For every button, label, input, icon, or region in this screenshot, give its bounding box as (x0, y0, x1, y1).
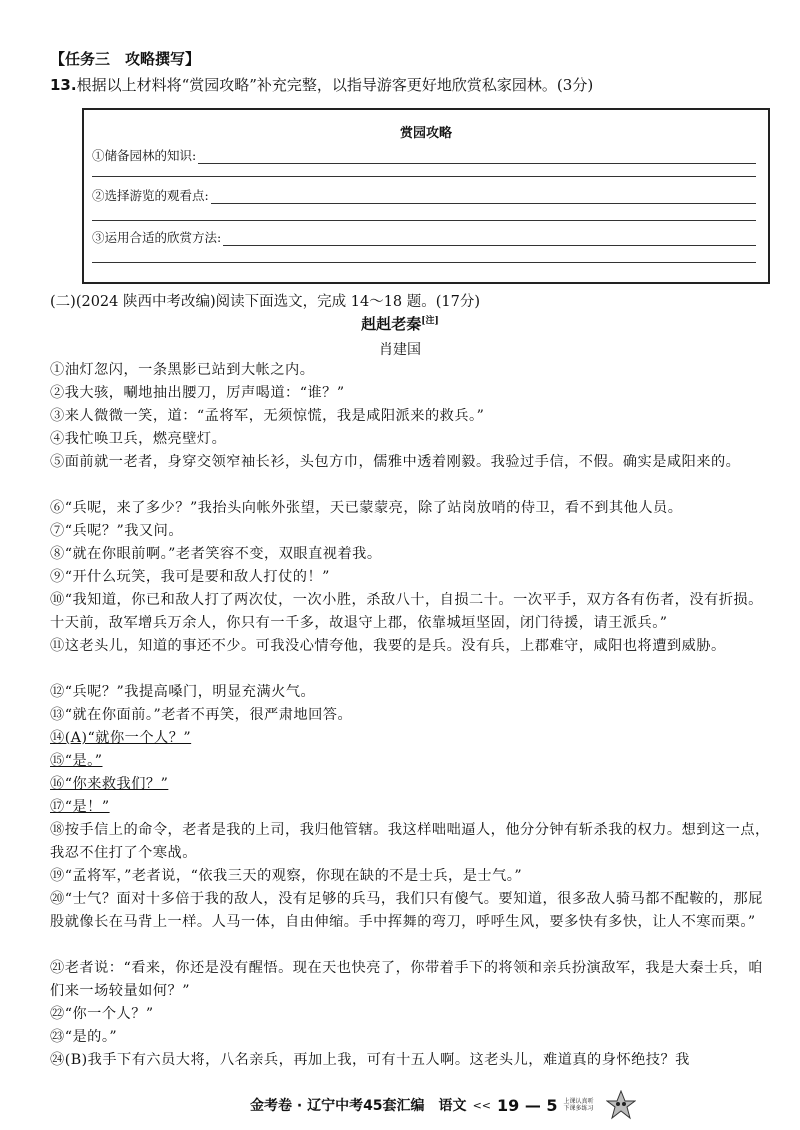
paragraph: ⑪这老头儿，知道的事还不少。可我没心情夸他，我要的是兵。没有兵，上郡难守，咸阳也将遭到威胁。 (50, 638, 726, 654)
paragraph-underlined: ⑰“是！” (50, 799, 110, 815)
article-title (0, 313, 800, 334)
footer-series: 金考卷 · 辽宁中考45套汇编 语文 (250, 1098, 467, 1114)
article-title-text: 赳赳老秦 (361, 315, 422, 333)
paragraph-underlined-a: ⑭(A)“就你一个人？” (50, 730, 192, 746)
answer-line[interactable] (211, 191, 756, 204)
question-13 (50, 74, 593, 95)
paragraph: ④我忙唤卫兵，燃亮壁灯。 (50, 431, 227, 447)
guide-item-label: ③运用合适的欣赏方法: (92, 230, 222, 245)
paragraph: ⑬“就在你面前。”老者不再笑，很严肃地回答。 (50, 707, 353, 723)
answer-line[interactable] (223, 233, 756, 246)
paragraph-underlined: ⑯“你来救我们？” (50, 776, 169, 792)
guide-box (82, 108, 770, 284)
paragraph: ㉒“你一个人？” (50, 1006, 154, 1022)
footer-badge: 上课认真听 下课多练习 (563, 1098, 594, 1112)
paragraph: ⑲“孟将军，”老者说，“依我三天的观察，你现在缺的不是士兵，是士气。” (50, 868, 523, 884)
question-number: 13. (50, 76, 77, 94)
answer-line[interactable] (92, 220, 756, 221)
guide-item-label: ②选择游览的观看点: (92, 188, 209, 203)
section-2-heading: (二)(2024 陕西中考改编)阅读下面选文，完成 14～18 题。(17分) (50, 294, 481, 310)
paragraph-b: ㉔(B)我手下有六员大将，八名亲兵，再加上我，可有十五人啊。这老头儿，难道真的身怀绝技？我 (50, 1052, 690, 1068)
note-marker: [注] (421, 316, 439, 326)
paragraph: ⑨“开什么玩笑，我可是要和敌人打仗的！” (50, 569, 330, 585)
paragraph: ⑦“兵呢？”我又问。 (50, 523, 184, 539)
answer-line[interactable] (92, 262, 756, 263)
mascot-icon (606, 1090, 636, 1120)
guide-item-1[interactable] (92, 146, 756, 164)
question-text: 根据以上材料将“赏园攻略”补充完整，以指导游客更好地欣赏私家园林。(3分) (76, 76, 594, 94)
task-header: 【任务三 攻略撰写】 (50, 50, 201, 68)
paragraph: ㉓“是的。” (50, 1029, 118, 1045)
paragraph: ⑤面前就一老者，身穿交领窄袖长衫，头包方巾，儒雅中透着刚毅。我验过手信，不假。确实是咸阳来的。 (50, 454, 741, 470)
paragraph: ⑩“我知道，你已和敌人打了两次仗，一次小胜，杀敌八十，自损二十。一次平手，双方各有伤者，没有折损。十天前，敌军增兵万余人，你只有一千多，故退守上郡，依靠城垣坚固，闭门待援，请王派兵。” (50, 592, 763, 631)
paragraph-underlined: ⑮“是。” (50, 753, 103, 769)
paragraph: ⑥“兵呢，来了多少？”我抬头向帐外张望，天已蒙蒙亮，除了站岗放哨的侍卫，看不到其他人员。 (50, 500, 683, 516)
guide-item-2[interactable] (92, 186, 756, 204)
page-footer (250, 1090, 636, 1120)
guide-item-3[interactable] (92, 228, 756, 246)
paragraph: ⑱按手信上的命令，老者是我的上司，我归他管辖。我这样咄咄逼人，他分分钟有斩杀我的权力。想到这一点，我忍不住打了个寒战。 (50, 822, 770, 861)
guide-title: 赏园攻略 (399, 126, 452, 141)
paragraph: ⑫“兵呢？”我提高嗓门，明显充满火气。 (50, 684, 316, 700)
paragraph: ②我大骇，唰地抽出腰刀，厉声喝道：“谁？” (50, 385, 345, 401)
answer-line[interactable] (92, 176, 756, 177)
paragraph: ⑧“就在你眼前啊。”老者笑容不变，双眼直视着我。 (50, 546, 382, 562)
paragraph: ⑳“士气？面对十多倍于我的敌人，没有足够的兵马，我们只有傻气。要知道，很多敌人骑马都不配鞍的，那屁股就像长在马背上一样。人马一体，自由伸缩。手中挥舞的弯刀，呼呼生风，要多快有多快，让人不寒而栗。” (50, 891, 763, 930)
footer-arrows: << (472, 1098, 491, 1112)
paragraph: ㉑老者说：“看来，你还是没有醒悟。现在天也快亮了，你带着手下的将领和亲兵扮演敌军，我是大秦士兵，咱们来一场较量如何？” (50, 960, 763, 999)
paragraph: ③来人微微一笑，道：“孟将军，无须惊慌，我是咸阳派来的救兵。” (50, 408, 485, 424)
page-number: 19 — 5 (497, 1095, 558, 1115)
answer-line[interactable] (198, 151, 756, 164)
paragraph: ①油灯忽闪，一条黑影已站到大帐之内。 (50, 362, 315, 378)
guide-item-label: ①储备园林的知识: (92, 148, 197, 163)
article-author: 肖建国 (379, 342, 421, 358)
